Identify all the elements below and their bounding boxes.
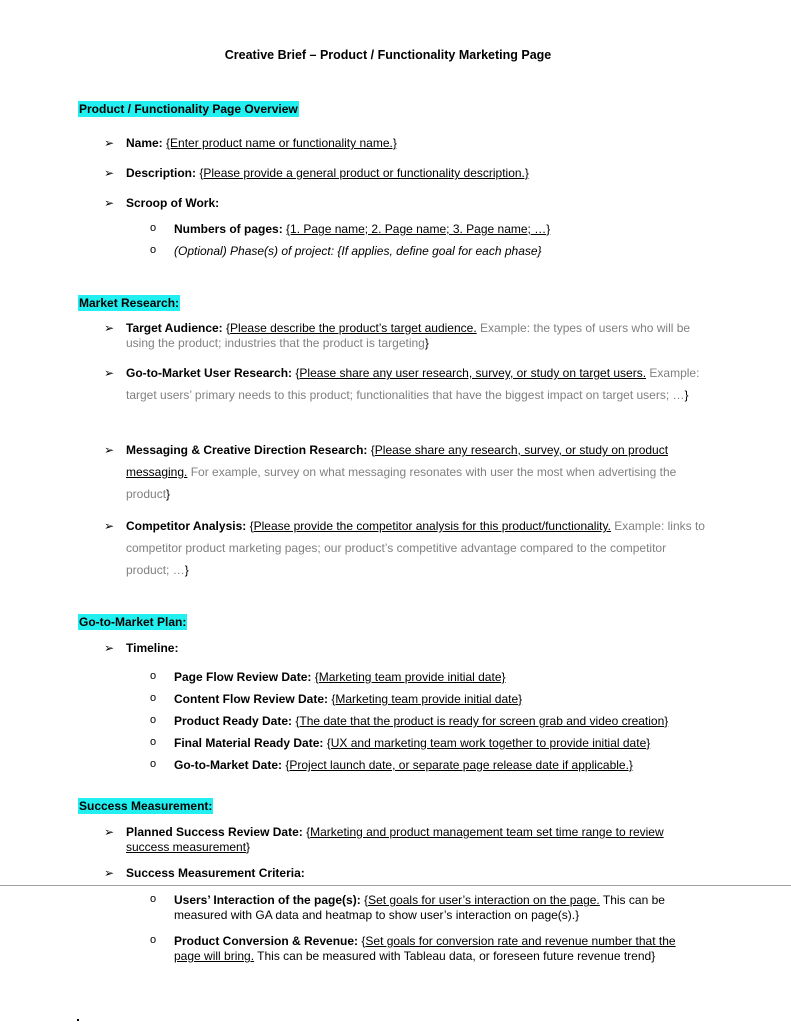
circle-bullet-icon: o <box>150 222 157 234</box>
name-value: {Enter product name or functionality name.} <box>166 136 397 150</box>
arrow-bullet-icon: ➢ <box>104 866 115 880</box>
brace-open: { <box>226 321 231 335</box>
brace-open: { <box>364 893 369 907</box>
brace-open: { <box>249 519 254 533</box>
criteria-label: Success Measurement Criteria: <box>126 866 305 880</box>
interaction-value: Set goals for user’s interaction on the page. <box>368 893 600 907</box>
target-audience-label: Target Audience: <box>126 321 223 335</box>
section-heading-overview: Product / Functionality Page Overview <box>79 102 298 116</box>
review-date-label: Planned Success Review Date: <box>126 825 303 839</box>
circle-bullet-icon: o <box>150 244 157 256</box>
brace-open: { <box>295 366 300 380</box>
interaction-label: Users’ Interaction of the page(s): <box>174 893 361 907</box>
timeline-item-value: {Marketing team provide initial date} <box>314 670 506 684</box>
arrow-bullet-icon: ➢ <box>104 196 115 210</box>
circle-bullet-icon: o <box>150 692 157 704</box>
timeline-item-label: Page Flow Review Date: <box>174 670 312 684</box>
target-audience-example: Example: the types of users who will be using the product; industries that the product is targeting <box>126 321 691 350</box>
conversion-value: Set goals for conversion rate and revenue number that the page will bring. <box>174 934 676 963</box>
brace-close: } <box>166 487 171 501</box>
circle-bullet-icon: o <box>150 670 157 682</box>
description-label: Description: <box>126 166 197 180</box>
description-value: {Please provide a general product or functionality description.} <box>199 166 529 180</box>
timeline-item-value: {Marketing team provide initial date} <box>331 692 523 706</box>
circle-bullet-icon: o <box>150 934 157 946</box>
timeline-item-value: {UX and marketing team work together to provide initial date} <box>326 736 651 750</box>
brace-close: } <box>184 563 189 577</box>
scope-label: Scroop of Work: <box>126 196 220 210</box>
competitor-value: Please provide the competitor analysis for this product/functionality. <box>253 519 611 533</box>
arrow-bullet-icon: ➢ <box>104 321 115 335</box>
pages-label: Numbers of pages: <box>174 222 283 236</box>
gtm-research-value: Please share any user research, survey, or study on target users. <box>299 366 647 380</box>
arrow-bullet-icon: ➢ <box>104 166 115 180</box>
section-heading-success: Success Measurement: <box>79 799 213 813</box>
pages-value: {1. Page name; 2. Page name; 3. Page name; …} <box>286 222 551 236</box>
arrow-bullet-icon: ➢ <box>104 519 115 533</box>
timeline-item-value: {Project launch date, or separate page release date if applicable.} <box>285 758 633 772</box>
brace-close: } <box>684 388 689 402</box>
brace-close: } <box>424 336 429 350</box>
timeline-item-label: Final Material Ready Date: <box>174 736 324 750</box>
arrow-bullet-icon: ➢ <box>104 825 115 839</box>
section-heading-market-research: Market Research: <box>79 296 180 310</box>
arrow-bullet-icon: ➢ <box>104 366 115 380</box>
section-heading-gtm-plan: Go-to-Market Plan: <box>79 615 187 629</box>
conversion-label: Product Conversion & Revenue: <box>174 934 359 948</box>
timeline-item-value: {The date that the product is ready for screen grab and video creation} <box>295 714 669 728</box>
timeline-label: Timeline: <box>126 641 179 655</box>
arrow-bullet-icon: ➢ <box>104 641 115 655</box>
brace-open: { <box>361 934 366 948</box>
interaction-rest: This can be measured with GA data and heatmap to show user’s interaction on page(s).} <box>174 893 665 922</box>
timeline-item-label: Go-to-Market Date: <box>174 758 283 772</box>
competitor-example: Example: links to competitor product marketing pages; our product’s competitive advantage compared to the competitor product; … <box>126 519 705 577</box>
circle-bullet-icon: o <box>150 758 157 770</box>
arrow-bullet-icon: ➢ <box>104 443 115 457</box>
timeline-item-label: Content Flow Review Date: <box>174 692 329 706</box>
timeline-item-label: Product Ready Date: <box>174 714 293 728</box>
circle-bullet-icon: o <box>150 714 157 726</box>
messaging-label: Messaging & Creative Direction Research: <box>126 443 368 457</box>
paragraph-mark <box>77 1019 79 1021</box>
brace-open: { <box>370 443 375 457</box>
phases-text: (Optional) Phase(s) of project: {If applies, define goal for each phase} <box>174 244 542 258</box>
target-audience-value: Please describe the product’s target audience. <box>230 321 477 335</box>
arrow-bullet-icon: ➢ <box>104 136 115 150</box>
name-label: Name: <box>126 136 163 150</box>
messaging-value: Please share any research, survey, or study on product messaging. <box>126 443 669 479</box>
messaging-example: For example, survey on what messaging resonates with user the most when advertising the product <box>126 465 677 501</box>
brace-open: { <box>306 825 311 839</box>
circle-bullet-icon: o <box>150 736 157 748</box>
brace-close: } <box>246 840 251 854</box>
circle-bullet-icon: o <box>150 893 157 905</box>
competitor-label: Competitor Analysis: <box>126 519 247 533</box>
gtm-research-label: Go-to-Market User Research: <box>126 366 293 380</box>
review-date-value: Marketing and product management team set time range to review success measurement <box>126 825 664 854</box>
conversion-rest: This can be measured with Tableau data, or foreseen future revenue trend} <box>257 949 656 963</box>
gtm-research-example: Example: target users’ primary needs to this product; functionalities that have the biggest impact on target users; … <box>126 366 700 402</box>
document-title: Creative Brief – Product / Functionality Marketing Page <box>224 48 552 62</box>
page-break-line <box>0 885 791 886</box>
